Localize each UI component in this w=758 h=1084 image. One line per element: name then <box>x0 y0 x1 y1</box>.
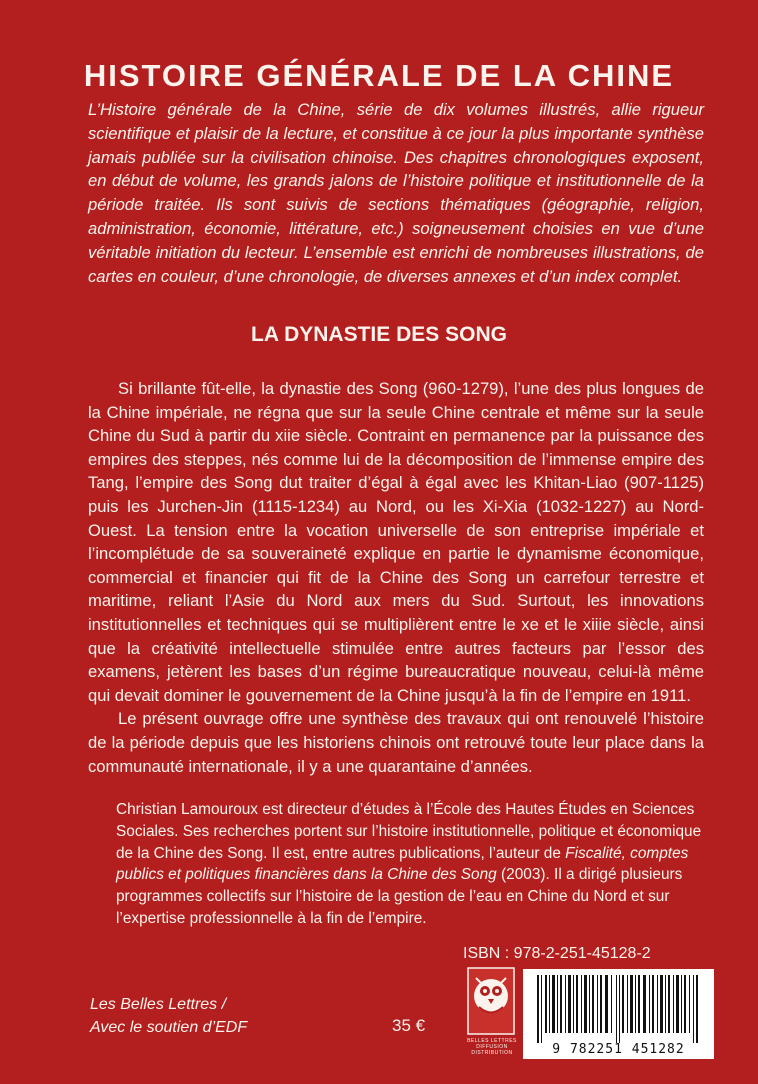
series-description-text: série de dix volumes illustrés, allie rigueur scientifique et plaisir de la lecture, et constitue à ce jour la plus importante synthèse jamais publiée sur la civilisation chinoise. Des chapitres chronologiques exposent, en début de volume, les grands jalons de l’histoire politique et institutionnelle de la période traitée. Ils sont suivis de sections thématiques (géographie, religion, administration, économie, littérature, etc.) soigneusement choisies en vue d’une véritable initiation du lecteur. L’ensemble est enrichi de nombreuses illustrations, de cartes en couleur, d’une chronologie, de diverses annexes et d’un index complet. <box>88 100 704 286</box>
author-bio-text-2: (2003). Il a dirigé plusieurs programmes collectifs sur l’histoire de la gestion de l’eau en Chine du Nord et sur l’expertise professionnelle à la fin de l’empire. <box>116 866 683 927</box>
description-paragraph-1: Si brillante fût-elle, la dynastie des Song (960-1279), l’une des plus longues de la Chine impériale, ne régna que sur la seule Chine centrale et même sur la seule Chine du Sud à partir du xiie siècle. Contraint en permanence par la puissance des empires des steppes, nés comme lui de la décomposition de l’immense empire des Tang, l’empire des Song dut traiter d’égal à égal avec les Khitan-Liao (907-1125) puis les Jurchen-Jin (1115-1234) au Nord, ou les Xi-Xia (1032-1227) au Nord-Ouest. La tension entre la vocation universelle de son entreprise impériale et l’incomplétude de sa souveraineté explique en partie le dynamisme économique, commercial et financier qui fit de la Chine des Song un carrefour terrestre et maritime, reliant l’Asie du Nord aux mers du Sud. Surtout, les innovations institutionnelles et techniques qui se multiplièrent entre le xe et le xiiie siècle, ainsi que la créativité intellectuelle stimulée entre autres facteurs par l’essor des examens, jetèrent les bases d’un régime bureaucratique nouveau, celui-là même qui devait dominer le gouvernement de la Chine jusqu’à la fin de l’empire en 1911. <box>88 379 704 705</box>
author-bio-text-1: Christian Lamouroux est directeur d’études à l’École des Hautes Études en Sciences Sociales. Ses recherches portent sur l’histoire institutionnelle, politique et économique de la Chine des Song. Il est, entre autres publications, l’auteur de <box>116 801 702 862</box>
isbn-label: ISBN : 978-2-251-45128-2 <box>463 945 651 962</box>
logo-caption: BELLES LETTRES DIFFUSION DISTRIBUTION <box>467 1038 517 1056</box>
owl-emblem-icon <box>466 966 516 1036</box>
price-label: 35 € <box>392 1016 426 1035</box>
barcode-number: 9 782251 451282 <box>552 1042 685 1057</box>
author-bio <box>116 799 706 930</box>
series-description <box>88 98 704 288</box>
publisher-credit <box>90 993 247 1039</box>
book-series-title: HISTOIRE GÉNÉRALE DE LA CHINE <box>83 58 675 93</box>
description-paragraph-2: Le présent ouvrage offre une synthèse des travaux qui ont renouvelé l’histoire de la période depuis que les historiens chinois ont retrouvé toute leur place dans la communauté internationale, il y a une quarantaine d’années. <box>88 709 704 776</box>
series-title-reference: L’Histoire générale de la Chine, <box>88 100 346 119</box>
publisher-name: Les Belles Lettres / <box>90 996 227 1013</box>
sponsor-line: Avec le soutien d’EDF <box>90 1019 248 1036</box>
volume-description <box>88 377 704 778</box>
volume-heading: LA DYNASTIE DES SONG <box>251 323 507 346</box>
author-book-title: Fiscalité, comptes publics et politiques financières dans la Chine des Song <box>116 844 689 884</box>
